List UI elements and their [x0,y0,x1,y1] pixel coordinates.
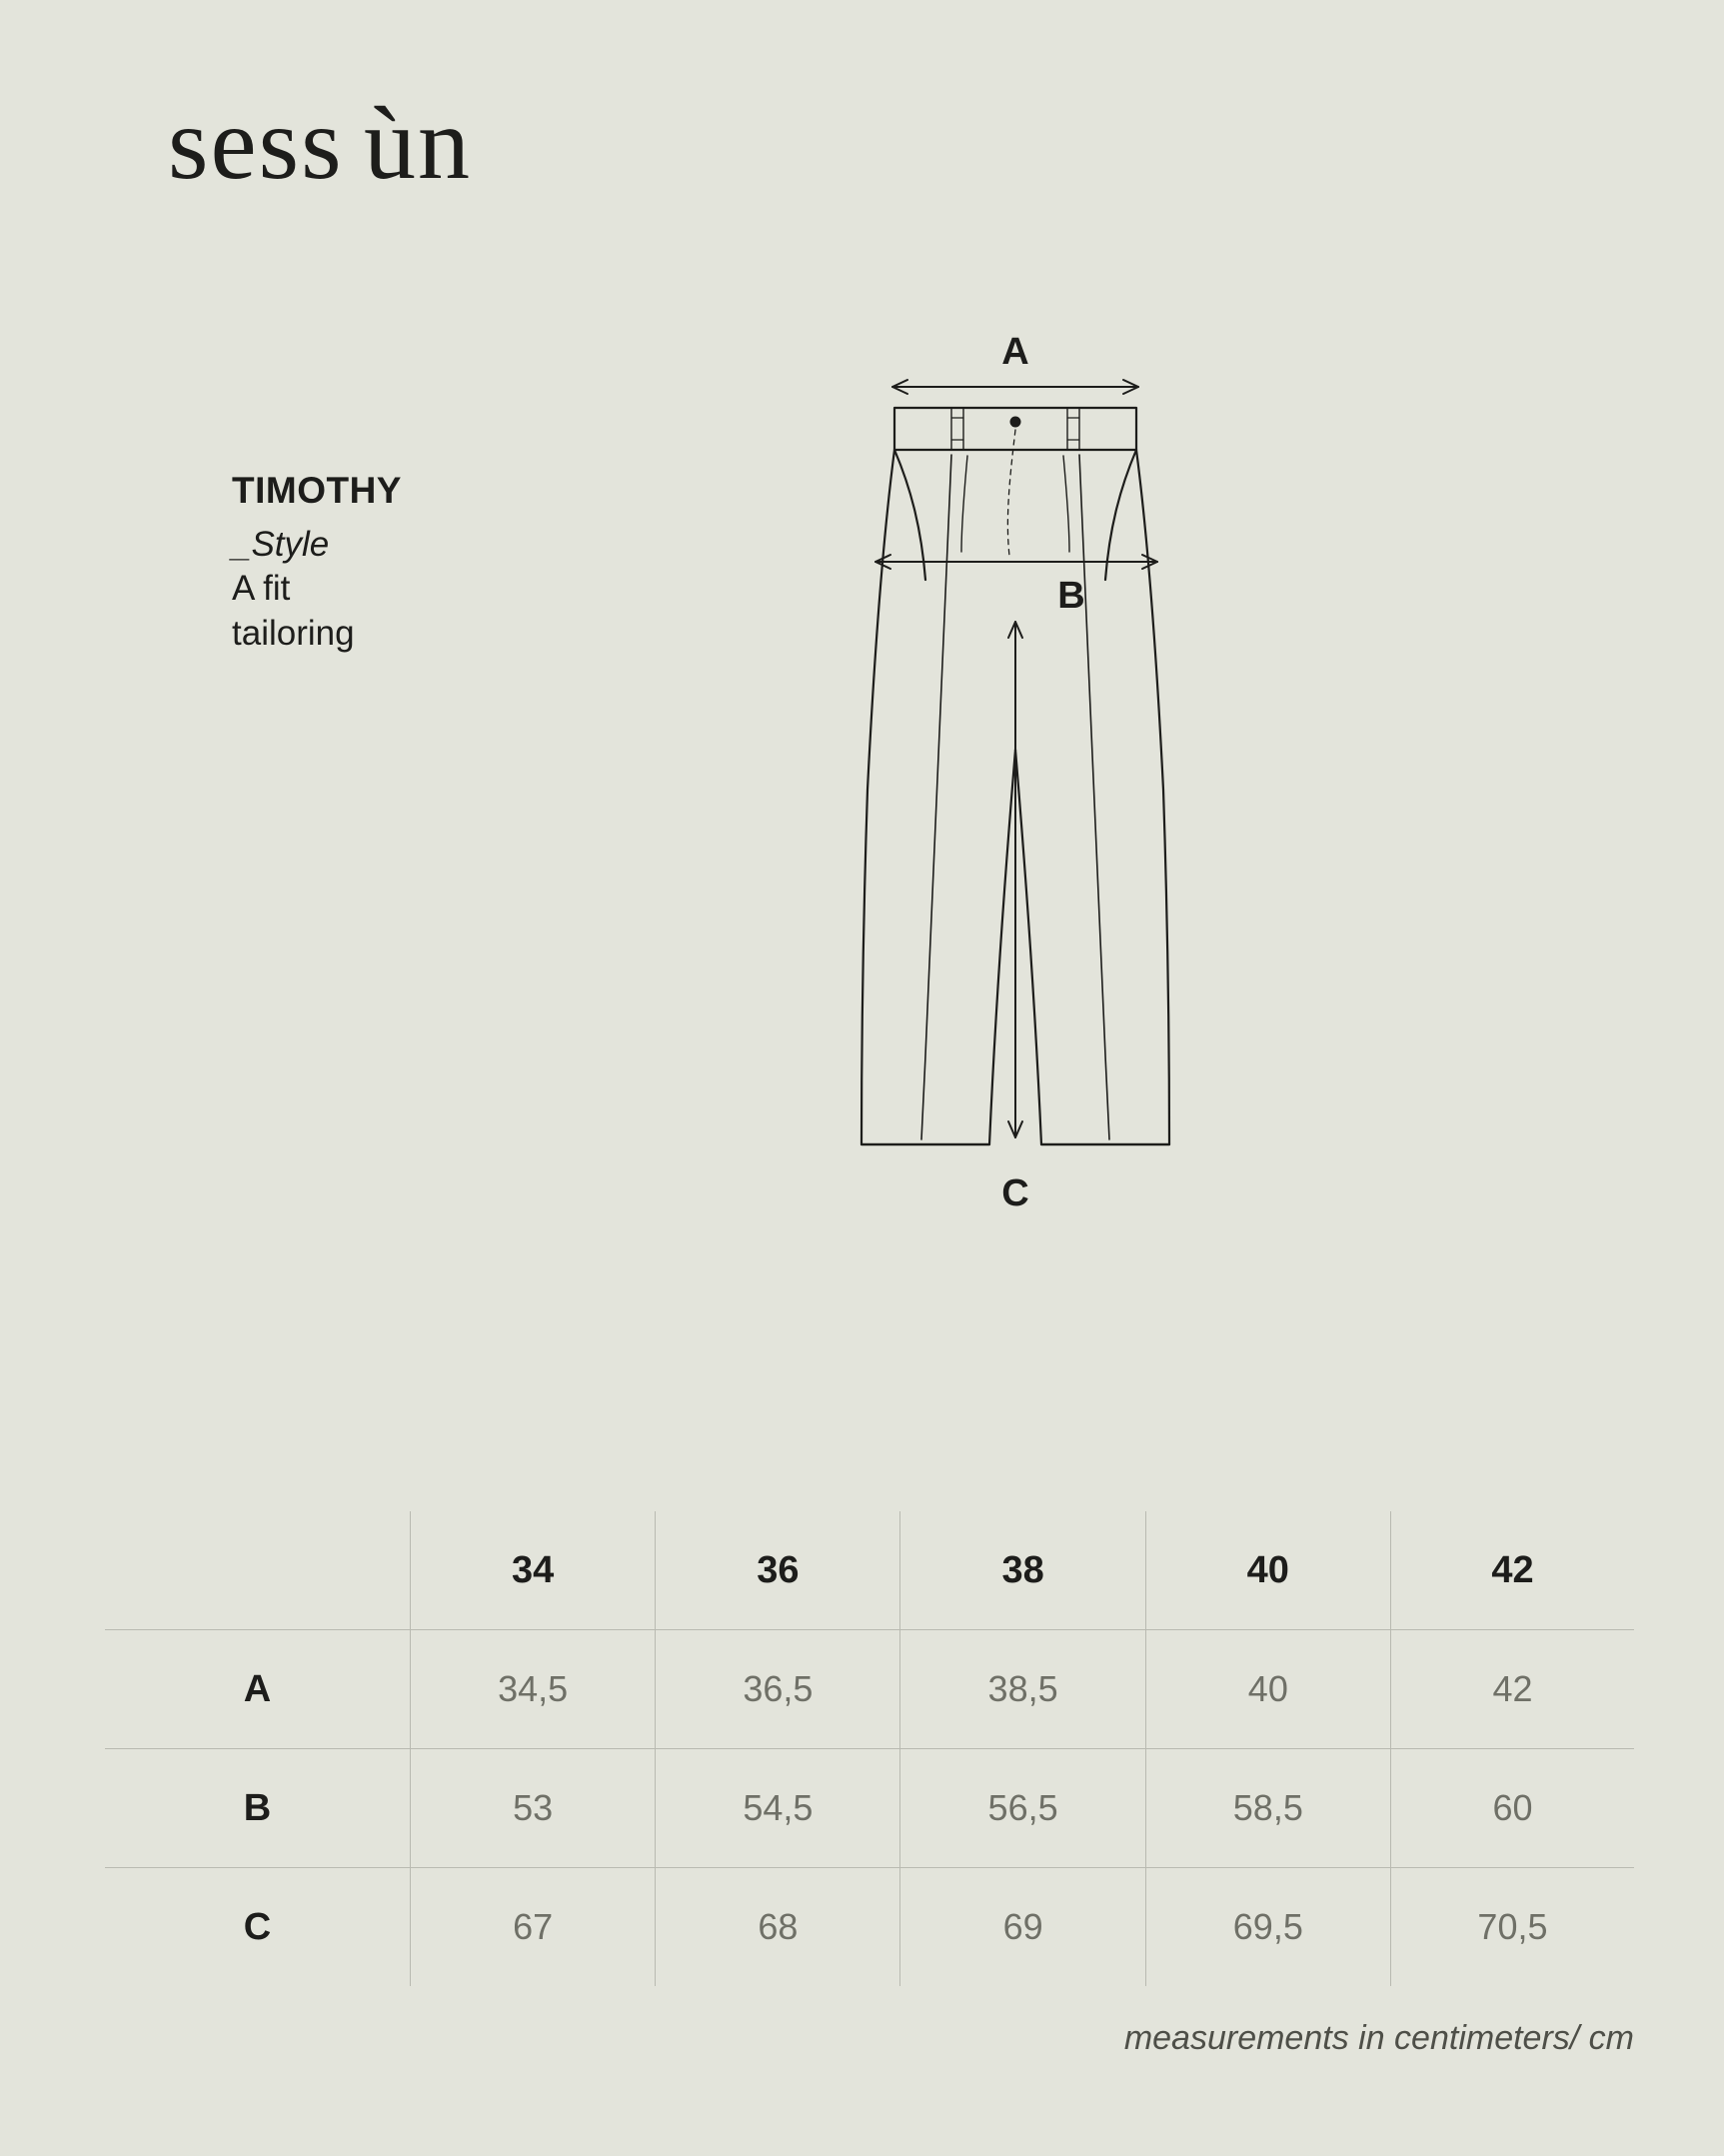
label-b-text: B [1057,575,1085,617]
cell-c-38: 69 [900,1868,1145,1987]
cell-a-40: 40 [1145,1630,1390,1749]
cell-a-42: 42 [1390,1630,1634,1749]
cell-b-42: 60 [1390,1749,1634,1868]
product-category: tailoring [232,614,355,654]
cell-a-36: 36,5 [656,1630,900,1749]
measurement-label-b: B [105,1749,411,1868]
product-info [232,470,652,657]
product-name: TIMOTHY [232,470,402,511]
label-a-text: A [1001,331,1029,373]
cell-c-40: 69,5 [1145,1868,1390,1987]
cell-a-34: 34,5 [411,1630,656,1749]
measurement-label-c: C [105,1868,411,1987]
svg-text:sess: sess [168,96,344,201]
table-header-row [105,1511,1634,1630]
cell-a-38: 38,5 [900,1630,1145,1749]
svg-text:ùn: ùn [364,96,472,201]
size-column-38: 38 [900,1511,1145,1630]
table-row [105,1630,1634,1749]
measurement-label-a: A [105,1630,411,1749]
size-column-34: 34 [411,1511,656,1630]
cell-b-40: 58,5 [1145,1749,1390,1868]
brand-logo [168,96,618,206]
product-fit: A fit [232,569,291,609]
table-row [105,1868,1634,1987]
table-corner-cell [105,1511,411,1630]
table-row [105,1749,1634,1868]
cell-c-34: 67 [411,1868,656,1987]
trouser-technical-drawing [860,331,1339,1399]
size-column-36: 36 [656,1511,900,1630]
cell-b-34: 53 [411,1749,656,1868]
cell-c-42: 70,5 [1390,1868,1634,1987]
size-chart-table [105,1511,1634,1986]
product-style-label: _Style [232,524,330,564]
measurement-unit-note: measurements in centimeters/ cm [1123,2019,1634,2057]
cell-b-36: 54,5 [656,1749,900,1868]
cell-b-38: 56,5 [900,1749,1145,1868]
cell-c-36: 68 [656,1868,900,1987]
size-column-40: 40 [1145,1511,1390,1630]
label-c-text: C [1001,1172,1029,1214]
size-column-42: 42 [1390,1511,1634,1630]
